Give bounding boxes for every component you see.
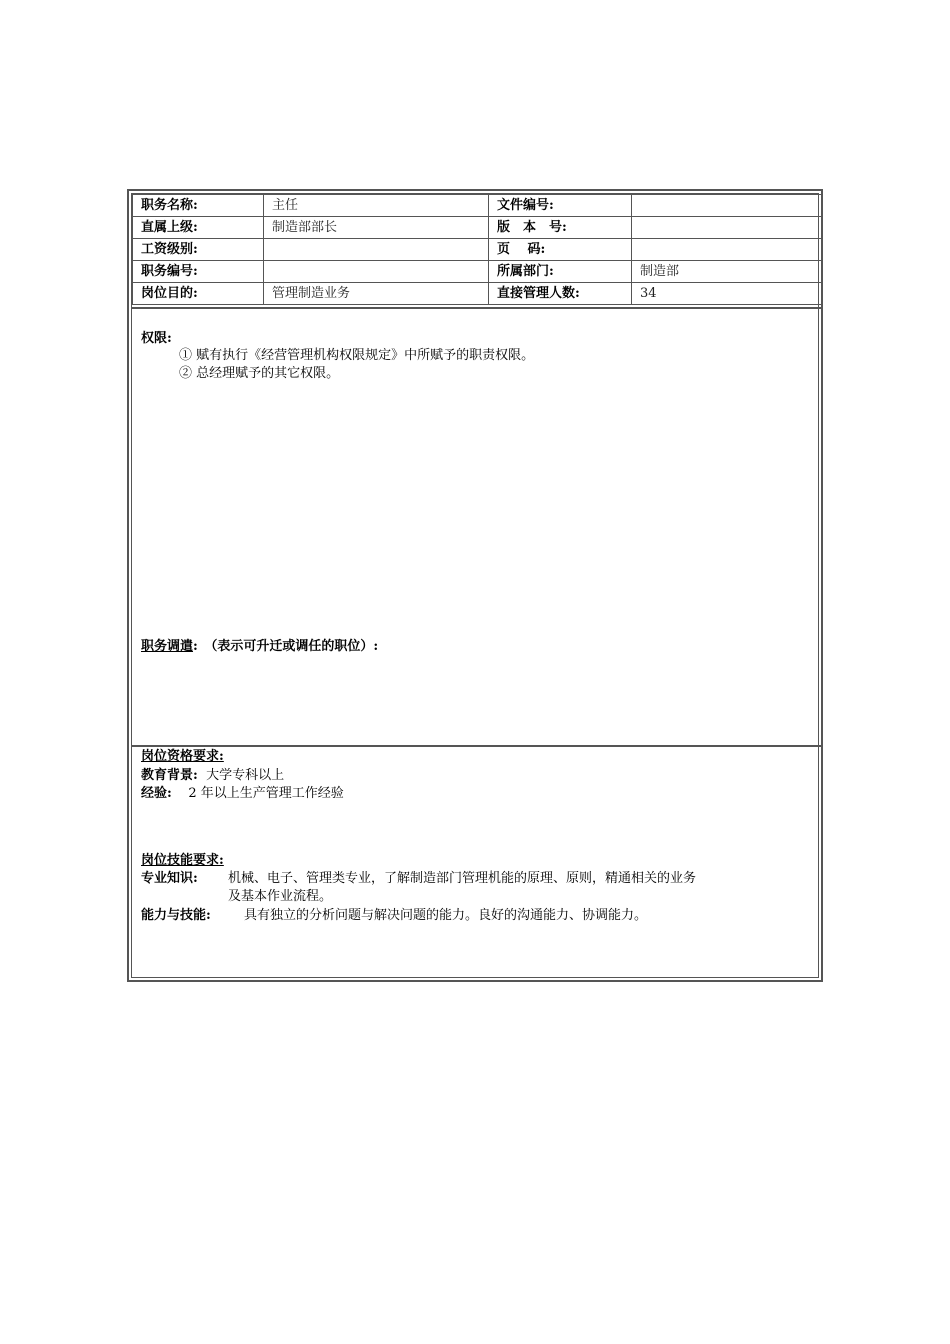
ability-value: 具有独立的分析问题与解决问题的能力。良好的沟通能力、协调能力。 — [244, 908, 648, 923]
table-row — [133, 283, 823, 305]
table-row — [133, 261, 823, 283]
job-title-value: 主任 — [264, 195, 489, 217]
authority-item: ② 总经理赋予的其它权限。 — [179, 366, 340, 381]
position-purpose-label: 岗位目的: — [133, 283, 264, 305]
direct-superior-value: 制造部部长 — [264, 217, 489, 239]
authority-section — [132, 307, 822, 745]
table-row — [133, 217, 823, 239]
page-number-label: 页 码: — [489, 239, 632, 261]
ability-label: 能力与技能: — [141, 908, 211, 923]
transfer-line — [141, 638, 378, 656]
department-label: 所属部门: — [489, 261, 632, 283]
document-number-label: 文件编号: — [489, 195, 632, 217]
experience-value: 2 年以上生产管理工作经验 — [188, 786, 344, 801]
skills-title: 岗位技能要求: — [141, 853, 224, 868]
table-row — [133, 195, 823, 217]
job-description-form — [127, 189, 823, 982]
direct-reports-value: 34 — [632, 283, 823, 305]
qualification-section — [132, 745, 822, 981]
education-line — [141, 767, 284, 785]
job-number-label: 职务编号: — [133, 261, 264, 283]
education-label: 教育背景: — [141, 768, 198, 783]
knowledge-value: 机械、电子、管理类专业，了解制造部门管理机能的原理、原则，精通相关的业务 — [228, 871, 697, 886]
direct-reports-label: 直接管理人数: — [489, 283, 632, 305]
job-number-value — [264, 261, 489, 283]
form-inner-border — [131, 193, 819, 978]
position-purpose-value: 管理制造业务 — [264, 283, 489, 305]
version-value — [632, 217, 823, 239]
salary-grade-label: 工资级别: — [133, 239, 264, 261]
knowledge-value-continued: 及基本作业流程。 — [228, 889, 333, 904]
knowledge-label: 专业知识: — [141, 871, 198, 886]
job-title-label: 职务名称: — [133, 195, 264, 217]
transfer-note: : （表示可升迁或调任的职位）: — [193, 639, 379, 654]
salary-grade-value — [264, 239, 489, 261]
department-value: 制造部 — [632, 261, 823, 283]
education-value: 大学专科以上 — [206, 768, 285, 783]
experience-line — [141, 785, 344, 803]
direct-superior-label: 直属上级: — [133, 217, 264, 239]
authority-item: ① 赋有执行《经营管理机构权限规定》中所赋予的职责权限。 — [179, 348, 535, 363]
version-label: 版 本 号: — [489, 217, 632, 239]
qualification-title: 岗位资格要求: — [141, 749, 224, 764]
authority-title: 权限: — [141, 331, 172, 346]
table-row — [133, 239, 823, 261]
transfer-title: 职务调遣 — [141, 639, 194, 654]
experience-label: 经验: — [141, 786, 172, 801]
page-number-value — [632, 239, 823, 261]
document-number-value — [632, 195, 823, 217]
header-table — [132, 194, 823, 305]
